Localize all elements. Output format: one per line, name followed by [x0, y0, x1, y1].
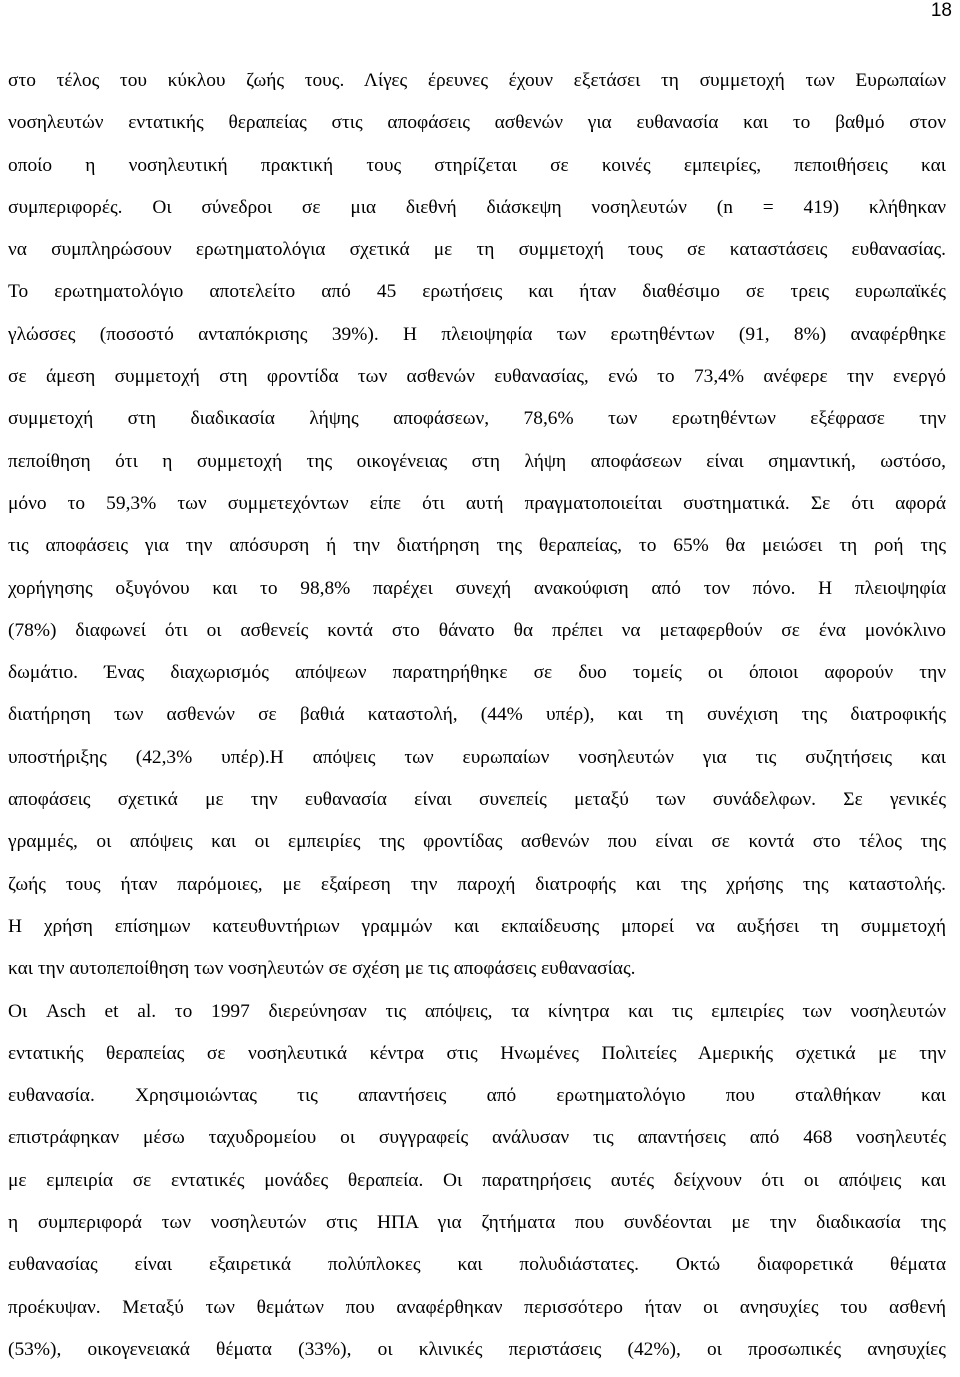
text-line: προέκυψαν. Μεταξύ των θεμάτων που αναφέρθηκαν περισσότερο ήταν οι ανησυχίες του ασθενή — [8, 1296, 946, 1318]
text-line: συμπεριφορές. Οι σύνεδροι σε μια διεθνή διάσκεψη νοσηλευτών (n = 419) κλήθηκαν — [8, 196, 946, 218]
body-text — [8, 66, 946, 1377]
text-line: δωμάτιο. Ένας διαχωρισμός απόψεων παρατηρήθηκε σε δυο τομείς οι όποιοι αφορούν την — [8, 662, 946, 684]
text-line: επιστράφηκαν μέσω ταχυδρομείου οι συγγραφείς ανάλυσαν τις απαντήσεις από 468 νοσηλευτές — [8, 1127, 946, 1149]
text-line: μόνο το 59,3% των συμμετεχόντων είπε ότι αυτή πραγματοποιείται συστηματικά. Σε ότι αφορά — [8, 492, 946, 514]
text-line: αποφάσεις σχετικά με την ευθανασία είναι συνεπείς μεταξύ των συνάδελφων. Σε γενικές — [8, 789, 946, 811]
text-line: υποστήριξης (42,3% υπέρ).Η απόψεις των ευρωπαίων νοσηλευτών για τις συζητήσεις και — [8, 746, 946, 768]
text-line: (53%), οικογενειακά θέματα (33%), οι κλινικές περιστάσεις (42%), οι προσωπικές ανησυχίες — [8, 1338, 946, 1360]
text-line: πεποίθηση ότι η συμμετοχή της οικογένειας στη λήψη αποφάσεων είναι σημαντική, ωστόσο, — [8, 450, 946, 472]
text-line: νοσηλευτών εντατικής θεραπείας στις αποφάσεις ασθενών για ευθανασία και το βαθμό στον — [8, 112, 946, 134]
text-line: σε άμεση συμμετοχή στη φροντίδα των ασθενών ευθανασίας, ενώ το 73,4% ανέφερε την ενεργό — [8, 366, 946, 388]
text-line: Η χρήση επίσημων κατευθυντήριων γραμμών και εκπαίδευσης μπορεί να αυξήσει τη συμμετοχή — [8, 915, 946, 937]
text-line: εντατικής θεραπείας σε νοσηλευτικά κέντρα στις Ηνωμένες Πολιτείες Αμερικής σχετικά με την — [8, 1042, 946, 1064]
text-line: ευθανασίας είναι εξαιρετικά πολύπλοκες και πολυδιάστατες. Οκτώ διαφορετικά θέματα — [8, 1254, 946, 1276]
text-line: γλώσσες (ποσοστό ανταπόκρισης 39%). Η πλειοψηφία των ερωτηθέντων (91, 8%) αναφέρθηκε — [8, 323, 946, 345]
text-line: χορήγησης οξυγόνου και το 98,8% παρέχει συνεχή ανακούφιση από τον πόνο. Η πλειοψηφία — [8, 577, 946, 599]
text-line: (78%) διαφωνεί ότι οι ασθενείς κοντά στο θάνατο θα πρέπει να μεταφερθούν σε ένα μονόκλινο — [8, 619, 946, 641]
text-line: να συμπληρώσουν ερωτηματολόγια σχετικά με τη συμμετοχή τους σε καταστάσεις ευθανασίας. — [8, 239, 946, 261]
text-line: Το ερωτηματολόγιο αποτελείτο από 45 ερωτήσεις και ήταν διαθέσιμο σε τρεις ευρωπαϊκές — [8, 281, 946, 303]
text-line: με εμπειρία σε εντατικές μονάδες θεραπεία. Οι παρατηρήσεις αυτές δείχνουν ότι οι απόψεις και — [8, 1169, 946, 1191]
text-line: συμμετοχή στη διαδικασία λήψης αποφάσεων, 78,6% των ερωτηθέντων εξέφρασε την — [8, 408, 946, 430]
text-line: Οι Asch et al. το 1997 διερεύνησαν τις απόψεις, τα κίνητρα και τις εμπειρίες των νοσηλευτών — [8, 1000, 946, 1022]
text-line: τις αποφάσεις για την απόσυρση ή την διατήρηση της θεραπείας, το 65% θα μειώσει τη ροή της — [8, 535, 946, 557]
text-line: οποίο η νοσηλευτική πρακτική τους στηρίζεται σε κοινές εμπειρίες, πεποιθήσεις και — [8, 154, 946, 176]
text-line: στο τέλος του κύκλου ζωής τους. Λίγες έρευνες έχουν εξετάσει τη συμμετοχή των Ευρωπαίων — [8, 70, 946, 91]
text-line: διατήρηση των ασθενών σε βαθιά καταστολή, (44% υπέρ), και τη συνέχιση της διατροφικής — [8, 704, 946, 726]
text-line: γραμμές, οι απόψεις και οι εμπειρίες της φροντίδας ασθενών που είναι σε κοντά στο τέλος της — [8, 831, 946, 853]
text-line: ευθανασία. Χρησιμοιώντας τις απαντήσεις από ερωτηματολόγιο που σταλθήκαν και — [8, 1085, 946, 1107]
text-line: και την αυτοπεποίθηση των νοσηλευτών σε σχέση με τις αποφάσεις ευθανασίας. — [8, 958, 636, 980]
text-line: ζωής τους ήταν παρόμοιες, με εξαίρεση την παροχή διατροφής και της χρήσης της καταστολής. — [8, 873, 946, 895]
page-number: 18 — [930, 0, 952, 21]
text-line: η συμπεριφορά των νοσηλευτών στις ΗΠΑ για ζητήματα που συνδέονται με την διαδικασία της — [8, 1212, 946, 1234]
